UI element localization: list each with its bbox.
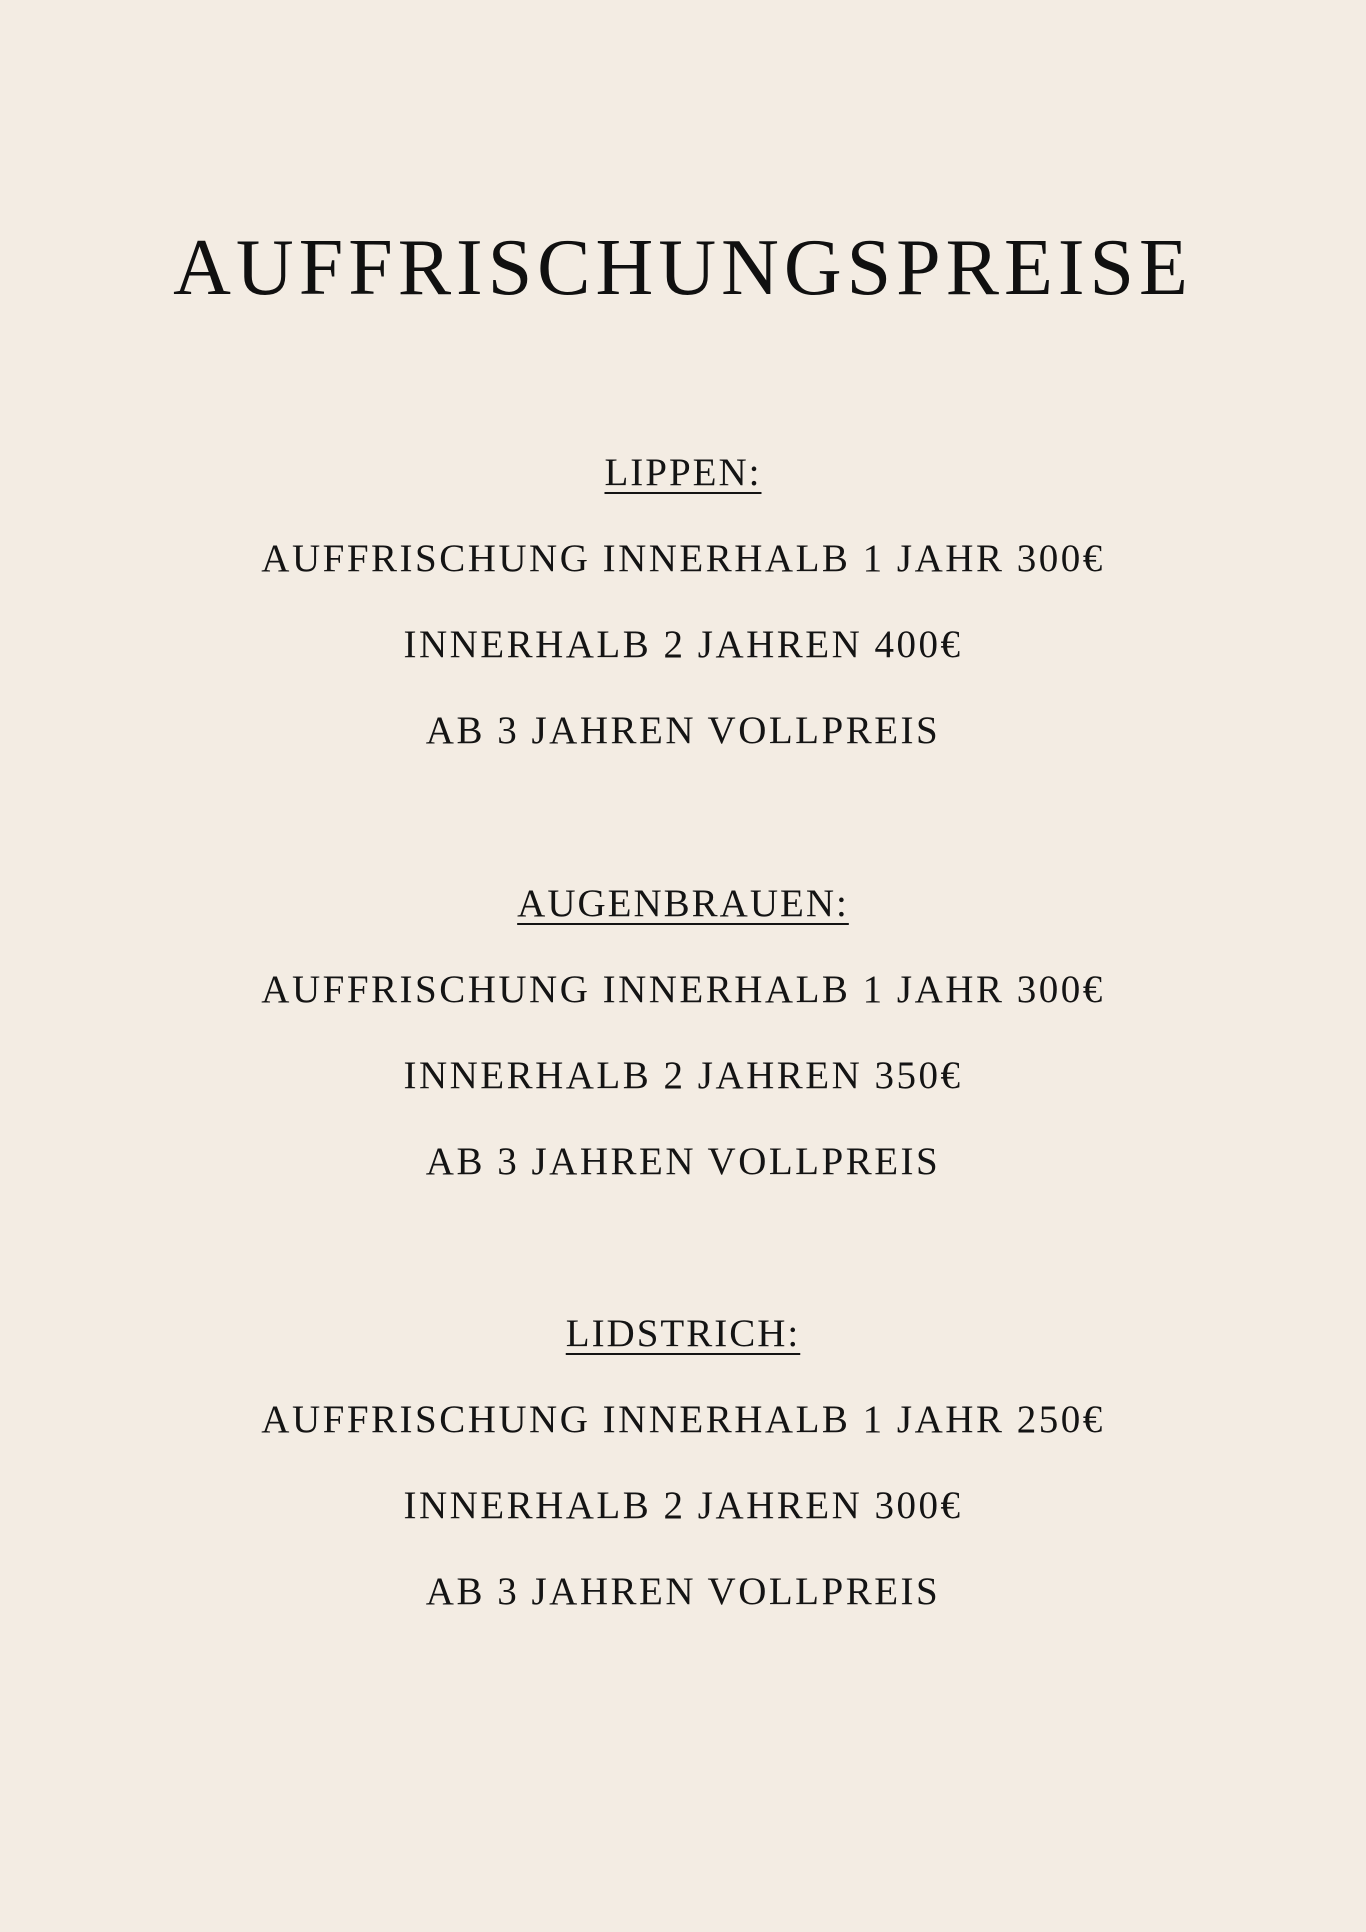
section-augenbrauen: [0, 861, 1366, 1205]
page-title: AUFFRISCHUNGSPREISE: [173, 224, 1193, 312]
price-line-augenbrauen-3-jahre: AB 3 JAHREN VOLLPREIS: [425, 1140, 941, 1183]
price-line-lippen-2-jahre: INNERHALB 2 JAHREN 400€: [403, 623, 963, 666]
price-line-lippen-1-jahr: AUFFRISCHUNG INNERHALB 1 JAHR 300€: [261, 537, 1105, 580]
price-line-lidstrich-1-jahr: AUFFRISCHUNG INNERHALB 1 JAHR 250€: [261, 1398, 1105, 1441]
price-line-augenbrauen-2-jahre: INNERHALB 2 JAHREN 350€: [403, 1054, 963, 1097]
section-heading-lidstrich: LIDSTRICH:: [565, 1312, 801, 1355]
price-line-lidstrich-3-jahre: AB 3 JAHREN VOLLPREIS: [425, 1570, 941, 1613]
price-list-lidstrich: [0, 1377, 1366, 1635]
price-line-augenbrauen-1-jahr: AUFFRISCHUNG INNERHALB 1 JAHR 300€: [261, 968, 1105, 1011]
price-line-lidstrich-2-jahre: INNERHALB 2 JAHREN 300€: [403, 1484, 963, 1527]
price-list-augenbrauen: [0, 947, 1366, 1205]
price-line-lippen-3-jahre: AB 3 JAHREN VOLLPREIS: [425, 709, 941, 752]
section-heading-augenbrauen: AUGENBRAUEN:: [517, 882, 849, 925]
section-heading-lippen: LIPPEN:: [604, 451, 762, 494]
section-lidstrich: [0, 1291, 1366, 1635]
price-list-lippen: [0, 516, 1366, 774]
section-lippen: [0, 430, 1366, 774]
